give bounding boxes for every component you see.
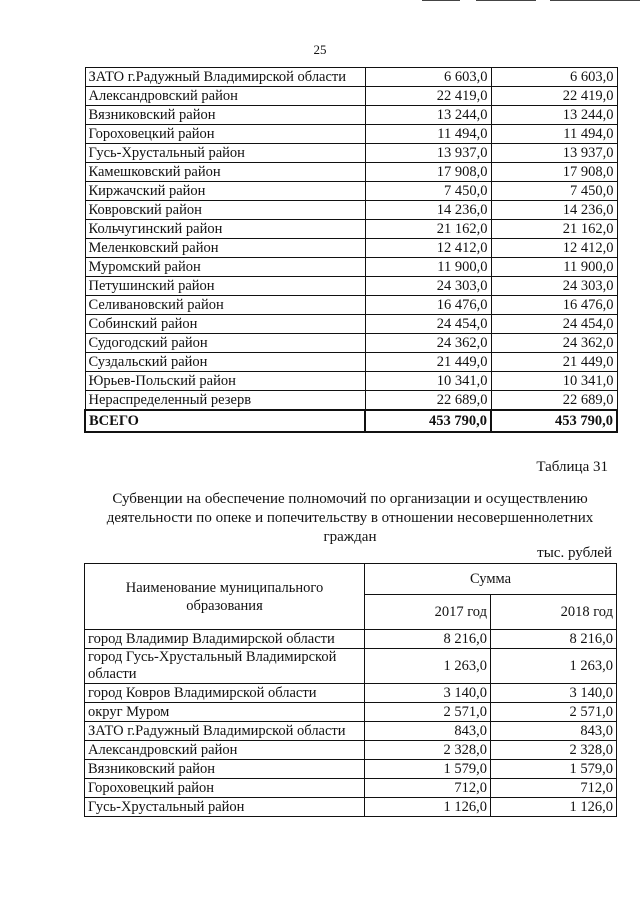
value-2017: 14 236,0 [365, 201, 491, 220]
value-2017: 17 908,0 [365, 163, 491, 182]
value-2018: 17 908,0 [491, 163, 617, 182]
value-2018: 7 450,0 [491, 182, 617, 201]
municipality-name: город Владимир Владимирской области [85, 630, 365, 649]
municipality-name: Вязниковский район [85, 760, 365, 779]
table-caption: Субвенции на обеспечение полномочий по организации и осуществлению деятельности по опеке и попечительству в отношении несовершеннолетних граждан [106, 491, 594, 545]
value-2018: 14 236,0 [491, 201, 617, 220]
value-2017: 21 162,0 [365, 220, 491, 239]
table-row [85, 798, 617, 817]
municipality-name: Селивановский район [85, 296, 365, 315]
municipality-name: ВСЕГО [85, 410, 365, 432]
table-row [85, 182, 617, 201]
scan-top-line [550, 0, 640, 1]
municipality-name: Гусь-Хрустальный район [85, 144, 365, 163]
municipality-name: Муромский район [85, 258, 365, 277]
value-2017: 1 126,0 [365, 798, 491, 817]
value-2018: 13 937,0 [491, 144, 617, 163]
table-row [85, 277, 617, 296]
value-2017: 10 341,0 [365, 372, 491, 391]
value-2018: 1 263,0 [491, 649, 617, 684]
value-2018: 1 579,0 [491, 760, 617, 779]
column-header-municipality: Наименование муниципального образования [85, 564, 365, 630]
value-2017: 22 689,0 [365, 391, 491, 411]
value-2018: 843,0 [491, 722, 617, 741]
value-2017: 1 579,0 [365, 760, 491, 779]
table-row [85, 760, 617, 779]
column-header-2018: 2018 год [491, 595, 617, 630]
column-header-2017: 2017 год [365, 595, 491, 630]
value-2017: 12 412,0 [365, 239, 491, 258]
table-row [85, 125, 617, 144]
value-2017: 24 362,0 [365, 334, 491, 353]
municipality-name: Кольчугинский район [85, 220, 365, 239]
value-2018: 21 162,0 [491, 220, 617, 239]
value-2017: 11 494,0 [365, 125, 491, 144]
value-2018: 712,0 [491, 779, 617, 798]
scan-top-line [422, 0, 460, 1]
value-2018: 21 449,0 [491, 353, 617, 372]
municipality-name: Нераспределенный резерв [85, 391, 365, 411]
municipality-name: Меленковский район [85, 239, 365, 258]
table-row [85, 722, 617, 741]
municipality-name: Юрьев-Польский район [85, 372, 365, 391]
value-2017: 13 244,0 [365, 106, 491, 125]
municipality-name: Вязниковский район [85, 106, 365, 125]
value-2018: 10 341,0 [491, 372, 617, 391]
value-2018: 13 244,0 [491, 106, 617, 125]
table-row [85, 106, 617, 125]
value-2018: 1 126,0 [491, 798, 617, 817]
table-row [85, 315, 617, 334]
value-2018: 11 494,0 [491, 125, 617, 144]
table-row [85, 391, 617, 411]
value-2017: 453 790,0 [365, 410, 491, 432]
column-header-sum: Сумма [365, 564, 617, 595]
table-body [85, 68, 617, 433]
value-2018: 22 689,0 [491, 391, 617, 411]
value-2018: 16 476,0 [491, 296, 617, 315]
municipality-name: Судогодский район [85, 334, 365, 353]
municipality-name: Гороховецкий район [85, 125, 365, 144]
value-2017: 22 419,0 [365, 87, 491, 106]
value-2018: 453 790,0 [491, 410, 617, 432]
value-2017: 21 449,0 [365, 353, 491, 372]
table-row [85, 703, 617, 722]
value-2017: 2 571,0 [365, 703, 491, 722]
value-2018: 2 571,0 [491, 703, 617, 722]
value-2017: 16 476,0 [365, 296, 491, 315]
scan-top-line [476, 0, 536, 1]
value-2018: 24 362,0 [491, 334, 617, 353]
page-number: 25 [313, 42, 327, 57]
municipality-name: Камешковский район [85, 163, 365, 182]
table-row [85, 201, 617, 220]
value-2017: 7 450,0 [365, 182, 491, 201]
table-row [85, 684, 617, 703]
value-2017: 6 603,0 [365, 68, 491, 87]
value-2017: 1 263,0 [365, 649, 491, 684]
value-2018: 24 303,0 [491, 277, 617, 296]
value-2017: 8 216,0 [365, 630, 491, 649]
value-2018: 11 900,0 [491, 258, 617, 277]
value-2018: 22 419,0 [491, 87, 617, 106]
value-2017: 2 328,0 [365, 741, 491, 760]
table-row [85, 163, 617, 182]
municipality-name: Киржачский район [85, 182, 365, 201]
table-row [85, 296, 617, 315]
value-2018: 3 140,0 [491, 684, 617, 703]
municipality-name: город Гусь-Хрустальный Владимирской области [85, 649, 365, 684]
table-row [85, 353, 617, 372]
table-row [85, 68, 617, 87]
table-row [85, 410, 617, 432]
value-2017: 3 140,0 [365, 684, 491, 703]
municipality-name: Собинский район [85, 315, 365, 334]
value-2017: 24 303,0 [365, 277, 491, 296]
table-row [85, 87, 617, 106]
units-label: тыс. рублей [537, 545, 612, 561]
value-2018: 12 412,0 [491, 239, 617, 258]
table-row [85, 258, 617, 277]
table-row [85, 779, 617, 798]
table-row [85, 741, 617, 760]
guardianship-subsidy-table [84, 563, 617, 817]
table-row [85, 144, 617, 163]
municipality-name: Александровский район [85, 87, 365, 106]
municipality-name: ЗАТО г.Радужный Владимирской области [85, 722, 365, 741]
value-2018: 6 603,0 [491, 68, 617, 87]
table-row [85, 649, 617, 684]
municipality-name: Гусь-Хрустальный район [85, 798, 365, 817]
value-2017: 11 900,0 [365, 258, 491, 277]
table-row [85, 220, 617, 239]
municipality-name: округ Муром [85, 703, 365, 722]
table-row [85, 372, 617, 391]
table-label: Таблица 31 [536, 459, 608, 475]
value-2018: 8 216,0 [491, 630, 617, 649]
municipality-name: Ковровский район [85, 201, 365, 220]
value-2017: 24 454,0 [365, 315, 491, 334]
table-body [85, 630, 617, 817]
municipality-name: Александровский район [85, 741, 365, 760]
municipality-name: Суздальский район [85, 353, 365, 372]
table-row [85, 630, 617, 649]
value-2017: 843,0 [365, 722, 491, 741]
value-2018: 2 328,0 [491, 741, 617, 760]
table-row [85, 334, 617, 353]
municipality-name: ЗАТО г.Радужный Владимирской области [85, 68, 365, 87]
value-2018: 24 454,0 [491, 315, 617, 334]
municipality-name: Гороховецкий район [85, 779, 365, 798]
table-row [85, 239, 617, 258]
subsidy-table-continued [84, 67, 618, 433]
value-2017: 13 937,0 [365, 144, 491, 163]
value-2017: 712,0 [365, 779, 491, 798]
municipality-name: город Ковров Владимирской области [85, 684, 365, 703]
municipality-name: Петушинский район [85, 277, 365, 296]
